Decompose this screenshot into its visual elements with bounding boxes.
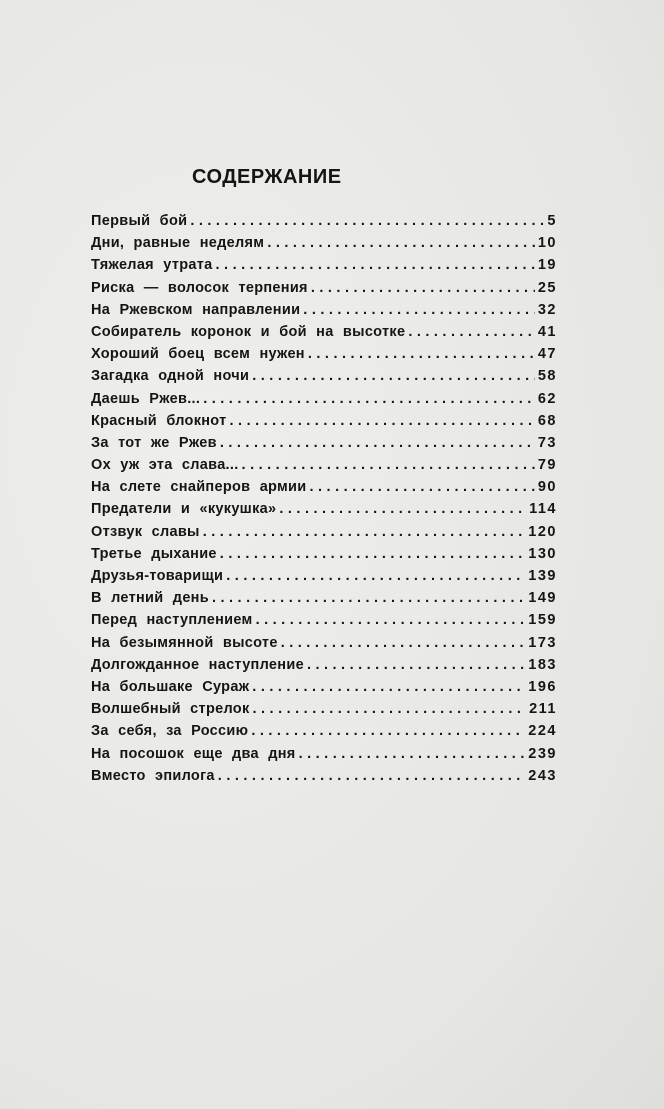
toc-entry-title: Загадка одной ночи: [91, 368, 250, 385]
toc-entry: [91, 701, 557, 723]
toc-entry: [91, 235, 557, 257]
toc-entry: [91, 635, 557, 657]
toc-entry-title: Волшебный стрелок: [91, 701, 250, 718]
toc-entry-title: Собиратель коронок и бой на высотке: [91, 323, 406, 340]
toc-entry-title: Друзья-товарищи: [91, 568, 224, 584]
toc-entry: [91, 546, 557, 568]
toc-entry-title: Предатели и «кукушка»: [91, 501, 277, 518]
toc-entry-title: Ох уж эта слава...: [91, 457, 239, 474]
dot-leader: [230, 413, 535, 429]
toc-entry-page: 32: [537, 301, 557, 318]
toc-entry-title: Вместо эпилога: [91, 767, 215, 784]
table-of-contents: [91, 213, 557, 790]
toc-entry-title: Третье дыхание: [91, 545, 217, 562]
toc-entry-title: Первый бой: [91, 213, 188, 229]
dot-leader: [203, 524, 526, 540]
dot-leader: [203, 391, 535, 407]
toc-entry-page: 25: [537, 279, 557, 296]
dot-leader: [303, 302, 535, 318]
toc-entry-page: 196: [528, 678, 557, 695]
toc-entry: [91, 612, 557, 634]
dot-leader: [307, 657, 525, 673]
toc-entry: [91, 302, 557, 324]
dot-leader: [299, 746, 526, 762]
toc-entry: [91, 257, 557, 279]
toc-entry-title: На посошок еще два дня: [91, 745, 296, 762]
toc-entry-page: 90: [537, 479, 557, 496]
toc-entry: [91, 435, 557, 457]
toc-entry: [91, 679, 557, 701]
page-title: СОДЕРЖАНИЕ: [192, 166, 342, 188]
toc-entry-page: 10: [537, 235, 557, 252]
toc-entry: [91, 280, 557, 302]
toc-entry: [91, 657, 557, 679]
toc-entry-page: 149: [528, 590, 557, 607]
toc-entry-page: 68: [537, 412, 557, 429]
toc-entry: [91, 413, 557, 435]
toc-entry-page: 5: [547, 213, 557, 229]
toc-entry: [91, 590, 557, 612]
toc-entry-title: На большаке Сураж: [91, 678, 250, 695]
toc-entry: [91, 324, 557, 346]
dot-leader: [216, 257, 535, 273]
toc-entry-page: 173: [528, 634, 557, 651]
toc-entry-title: Красный блокнот: [91, 412, 227, 429]
toc-entry-page: 239: [528, 745, 557, 762]
toc-entry: [91, 746, 557, 768]
toc-entry-title: Даешь Ржев...: [91, 390, 201, 407]
toc-entry: [91, 213, 557, 235]
toc-entry-title: Риска — волосок терпения: [91, 279, 308, 296]
dot-leader: [281, 635, 526, 651]
dot-leader: [267, 235, 535, 251]
toc-entry-title: Тяжелая утрата: [91, 257, 213, 274]
dot-leader: [309, 479, 534, 495]
dot-leader: [408, 324, 535, 340]
toc-entry-title: Перед наступлением: [91, 612, 253, 629]
toc-entry-page: 114: [529, 501, 557, 518]
toc-entry-page: 243: [528, 767, 557, 784]
toc-entry-title: На Ржевском направлении: [91, 301, 301, 318]
toc-entry-title: Хороший боец всем нужен: [91, 346, 305, 363]
toc-entry: [91, 479, 557, 501]
toc-entry: [91, 368, 557, 390]
toc-entry-title: Отзвук славы: [91, 523, 200, 540]
toc-entry: [91, 391, 557, 413]
toc-entry: [91, 501, 557, 523]
dot-leader: [220, 546, 526, 562]
toc-entry-title: Дни, равные неделям: [91, 235, 265, 252]
toc-entry-page: 183: [528, 656, 557, 673]
toc-entry-page: 47: [537, 346, 557, 363]
toc-entry: [91, 524, 557, 546]
toc-entry: [91, 568, 557, 590]
toc-entry-title: На слете снайперов армии: [91, 479, 307, 496]
toc-entry: [91, 768, 557, 790]
dot-leader: [226, 568, 525, 584]
toc-entry-title: Долгожданное наступление: [91, 656, 304, 673]
dot-leader: [308, 346, 535, 362]
dot-leader: [256, 612, 526, 628]
dot-leader: [212, 590, 525, 606]
dot-leader: [253, 701, 527, 717]
toc-entry-page: 73: [537, 434, 557, 451]
toc-entry-page: 224: [528, 723, 557, 740]
dot-leader: [279, 501, 526, 517]
dot-leader: [220, 435, 535, 451]
dot-leader: [252, 679, 525, 695]
toc-entry-page: 58: [537, 368, 557, 385]
toc-entry: [91, 346, 557, 368]
dot-leader: [251, 723, 525, 739]
dot-leader: [218, 768, 526, 784]
toc-entry-page: 130: [528, 545, 557, 562]
dot-leader: [190, 213, 544, 229]
toc-entry-page: 159: [528, 612, 557, 629]
toc-entry-title: На безымянной высоте: [91, 634, 278, 651]
toc-entry-page: 19: [537, 257, 557, 274]
dot-leader: [311, 280, 535, 296]
toc-entry-page: 41: [537, 323, 557, 340]
toc-entry-title: В летний день: [91, 590, 209, 607]
toc-entry-page: 62: [537, 390, 557, 407]
toc-entry: [91, 723, 557, 745]
toc-entry-title: За тот же Ржев: [91, 434, 217, 451]
toc-entry: [91, 457, 557, 479]
toc-entry-page: 139: [528, 568, 557, 584]
toc-entry-page: 120: [528, 523, 557, 540]
toc-entry-title: За себя, за Россию: [91, 723, 249, 740]
toc-entry-page: 211: [529, 701, 557, 718]
dot-leader: [252, 368, 535, 384]
toc-entry-page: 79: [537, 457, 557, 474]
dot-leader: [242, 457, 535, 473]
